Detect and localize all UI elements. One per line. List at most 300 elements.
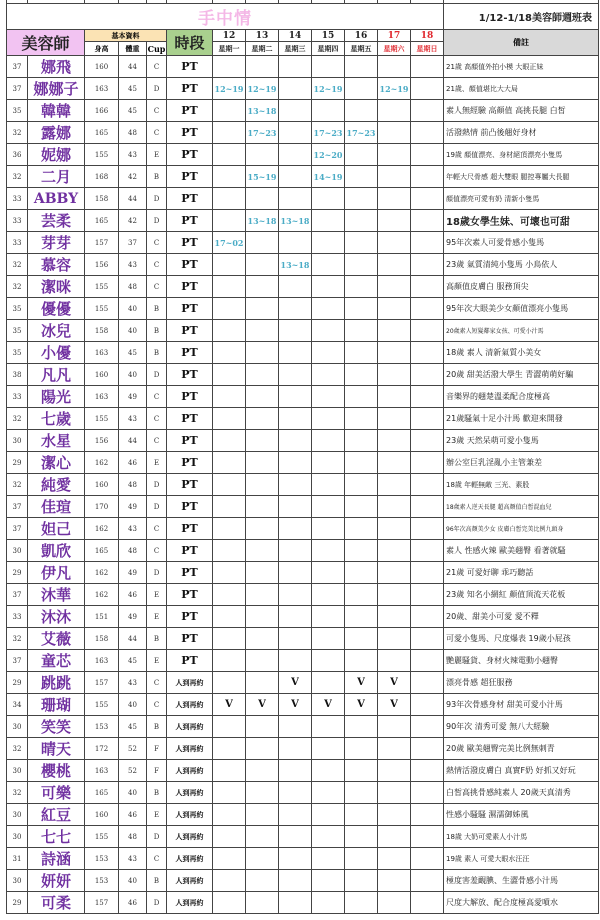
stylist-name: 艾薇 xyxy=(28,628,85,650)
height-cell: 165 xyxy=(85,540,119,562)
weight-cell: 40 xyxy=(119,320,147,342)
day-shift-cell xyxy=(312,562,345,584)
day-shift-cell xyxy=(345,320,378,342)
age-cell: 35 xyxy=(7,100,28,122)
header-date-15: 15 xyxy=(312,30,345,42)
day-shift-cell xyxy=(279,562,312,584)
day-shift-cell xyxy=(411,738,444,760)
day-shift-cell xyxy=(345,804,378,826)
day-shift-cell xyxy=(312,386,345,408)
stylist-name: 優優 xyxy=(28,298,85,320)
day-shift-cell: V xyxy=(279,694,312,716)
day-shift-cell xyxy=(246,892,279,914)
day-shift-cell xyxy=(378,342,411,364)
stylist-name: 凱欣 xyxy=(28,540,85,562)
day-shift-cell xyxy=(378,562,411,584)
day-shift-cell xyxy=(378,496,411,518)
stylist-name: 沐華 xyxy=(28,584,85,606)
height-cell: 158 xyxy=(85,628,119,650)
header-date-13: 13 xyxy=(246,30,279,42)
day-shift-cell xyxy=(378,276,411,298)
slot-cell: 人到再約 xyxy=(167,870,213,892)
day-shift-cell xyxy=(411,826,444,848)
slot-cell: PT xyxy=(167,518,213,540)
header-weekday-thu: 星期四 xyxy=(312,42,345,56)
day-shift-cell xyxy=(345,56,378,78)
note-cell: 90年次 清秀可愛 無八大經驗 xyxy=(444,716,599,738)
day-shift-cell xyxy=(345,496,378,518)
day-shift-cell xyxy=(312,56,345,78)
table-row xyxy=(7,870,599,892)
day-shift-cell xyxy=(312,804,345,826)
cup-cell: C xyxy=(147,694,167,716)
header-date-18: 18 xyxy=(411,30,444,42)
day-shift-cell xyxy=(378,848,411,870)
stylist-name: 凡凡 xyxy=(28,364,85,386)
age-cell: 29 xyxy=(7,892,28,914)
note-cell: 音樂界的翹楚溫柔配合度極高 xyxy=(444,386,599,408)
day-shift-cell xyxy=(213,474,246,496)
day-shift-cell xyxy=(279,78,312,100)
weight-cell: 42 xyxy=(119,166,147,188)
day-shift-cell xyxy=(378,716,411,738)
day-shift-cell xyxy=(345,628,378,650)
height-cell: 165 xyxy=(85,122,119,144)
weight-cell: 40 xyxy=(119,694,147,716)
day-shift-cell xyxy=(378,782,411,804)
stylist-name: 小優 xyxy=(28,342,85,364)
weight-cell: 45 xyxy=(119,716,147,738)
weight-cell: 48 xyxy=(119,540,147,562)
slot-cell: 人到再約 xyxy=(167,826,213,848)
day-shift-cell xyxy=(279,716,312,738)
age-cell: 30 xyxy=(7,716,28,738)
height-cell: 153 xyxy=(85,716,119,738)
day-shift-cell xyxy=(312,320,345,342)
day-shift-cell xyxy=(378,298,411,320)
slot-cell: 人到再約 xyxy=(167,694,213,716)
day-shift-cell xyxy=(279,518,312,540)
height-cell: 157 xyxy=(85,232,119,254)
day-shift-cell xyxy=(279,232,312,254)
table-row xyxy=(7,716,599,738)
height-cell: 155 xyxy=(85,276,119,298)
day-shift-cell xyxy=(378,738,411,760)
slot-cell: PT xyxy=(167,144,213,166)
header-weekday-mon: 星期一 xyxy=(213,42,246,56)
day-shift-cell xyxy=(246,584,279,606)
note-cell: 性感小騷騷 濕濡御姊風 xyxy=(444,804,599,826)
day-shift-cell xyxy=(312,100,345,122)
height-cell: 172 xyxy=(85,738,119,760)
weight-cell: 45 xyxy=(119,342,147,364)
stylist-name: 七七 xyxy=(28,826,85,848)
stylist-name: 童芯 xyxy=(28,650,85,672)
height-cell: 156 xyxy=(85,430,119,452)
day-shift-cell xyxy=(279,276,312,298)
age-cell: 37 xyxy=(7,78,28,100)
day-shift-cell xyxy=(279,342,312,364)
day-shift-cell xyxy=(213,408,246,430)
day-shift-cell xyxy=(279,144,312,166)
weight-cell: 40 xyxy=(119,298,147,320)
day-shift-cell xyxy=(246,782,279,804)
slot-cell: PT xyxy=(167,408,213,430)
day-shift-cell xyxy=(411,276,444,298)
cup-cell: D xyxy=(147,474,167,496)
table-row xyxy=(7,760,599,782)
age-cell: 37 xyxy=(7,56,28,78)
weight-cell: 45 xyxy=(119,78,147,100)
header-date-16: 16 xyxy=(345,30,378,42)
day-shift-cell xyxy=(411,562,444,584)
cup-cell: B xyxy=(147,782,167,804)
day-shift-cell xyxy=(345,848,378,870)
day-shift-cell xyxy=(312,826,345,848)
cup-cell: F xyxy=(147,738,167,760)
slot-cell: PT xyxy=(167,452,213,474)
table-row xyxy=(7,430,599,452)
height-cell: 163 xyxy=(85,760,119,782)
day-shift-cell xyxy=(411,474,444,496)
day-shift-cell xyxy=(246,496,279,518)
age-cell: 37 xyxy=(7,496,28,518)
day-shift-cell xyxy=(213,210,246,232)
age-cell: 32 xyxy=(7,408,28,430)
day-shift-cell xyxy=(312,760,345,782)
cup-cell: C xyxy=(147,276,167,298)
day-shift-cell xyxy=(411,430,444,452)
day-shift-cell xyxy=(213,298,246,320)
note-cell: 19歲 素人 可愛大眼水汪汪 xyxy=(444,848,599,870)
day-shift-cell xyxy=(246,738,279,760)
table-row xyxy=(7,650,599,672)
brand-title: 手中情 xyxy=(7,4,444,30)
slot-cell: 人到再約 xyxy=(167,782,213,804)
age-cell: 37 xyxy=(7,584,28,606)
day-shift-cell xyxy=(378,760,411,782)
day-shift-cell xyxy=(312,518,345,540)
day-shift-cell xyxy=(279,892,312,914)
day-shift-cell xyxy=(411,232,444,254)
weight-cell: 46 xyxy=(119,804,147,826)
age-cell: 31 xyxy=(7,848,28,870)
stylist-name: 七歲 xyxy=(28,408,85,430)
day-shift-cell xyxy=(312,298,345,320)
note-cell: 18歲 年輕無敵 三光、素股 xyxy=(444,474,599,496)
height-cell: 163 xyxy=(85,386,119,408)
day-shift-cell xyxy=(312,276,345,298)
day-shift-cell xyxy=(345,452,378,474)
day-shift-cell xyxy=(378,100,411,122)
header-cup: Cup xyxy=(147,43,166,54)
weight-cell: 43 xyxy=(119,848,147,870)
note-cell: 23歲 氣質清純小隻馬 小鳥依人 xyxy=(444,254,599,276)
header-stylist: 美容師 xyxy=(7,30,85,56)
cup-cell: C xyxy=(147,122,167,144)
stylist-name: 晴天 xyxy=(28,738,85,760)
cup-cell: D xyxy=(147,210,167,232)
table-row xyxy=(7,254,599,276)
note-cell: 漂亮骨感 超狂服務 xyxy=(444,672,599,694)
table-row xyxy=(7,122,599,144)
slot-cell: PT xyxy=(167,430,213,452)
stylist-name: 潔咪 xyxy=(28,276,85,298)
schedule-sheet xyxy=(6,0,597,914)
day-shift-cell: 12~20 xyxy=(312,144,345,166)
day-shift-cell xyxy=(345,518,378,540)
day-shift-cell xyxy=(279,826,312,848)
note-cell: 可愛小隻馬、尺度爆表 19歲小屁孩 xyxy=(444,628,599,650)
header-weekday-fri: 星期五 xyxy=(345,42,378,56)
table-row xyxy=(7,782,599,804)
table-row xyxy=(7,298,599,320)
day-shift-cell: 12~19 xyxy=(378,78,411,100)
stylist-name: 娜娜子 xyxy=(28,78,85,100)
header-weekday-sat: 星期六 xyxy=(378,42,411,56)
cup-cell: C xyxy=(147,254,167,276)
day-shift-cell xyxy=(411,100,444,122)
day-shift-cell xyxy=(378,804,411,826)
header-height: 身高 xyxy=(85,42,119,56)
table-row xyxy=(7,276,599,298)
cup-cell: B xyxy=(147,298,167,320)
height-cell: 155 xyxy=(85,694,119,716)
day-shift-cell: 13~18 xyxy=(279,210,312,232)
day-shift-cell xyxy=(279,540,312,562)
day-shift-cell: V xyxy=(345,672,378,694)
age-cell: 34 xyxy=(7,694,28,716)
day-shift-cell xyxy=(411,584,444,606)
day-shift-cell xyxy=(246,342,279,364)
day-shift-cell xyxy=(345,408,378,430)
day-shift-cell xyxy=(378,254,411,276)
brand-row xyxy=(7,4,599,30)
day-shift-cell xyxy=(345,760,378,782)
day-shift-cell xyxy=(411,496,444,518)
note-cell: 20歲素人短髮鄰家女孩、可愛小汁馬 xyxy=(444,320,599,342)
day-shift-cell xyxy=(312,848,345,870)
table-row xyxy=(7,78,599,100)
age-cell: 32 xyxy=(7,474,28,496)
height-cell: 153 xyxy=(85,848,119,870)
day-shift-cell xyxy=(312,672,345,694)
weight-cell: 43 xyxy=(119,408,147,430)
note-cell: 熱情活潑皮膚白 真實F奶 好抓又好玩 xyxy=(444,760,599,782)
note-cell: 年輕大尺骨感 超大雙眼 腿控專屬大長腿 xyxy=(444,166,599,188)
note-cell: 21歲騷氣十足小汁馬 歡迎來開發 xyxy=(444,408,599,430)
day-shift-cell xyxy=(411,606,444,628)
day-shift-cell xyxy=(213,782,246,804)
header-date-17: 17 xyxy=(378,30,411,42)
note-cell: 活潑熱情 前凸後翹好身材 xyxy=(444,122,599,144)
age-cell: 35 xyxy=(7,298,28,320)
day-shift-cell xyxy=(345,144,378,166)
day-shift-cell xyxy=(345,188,378,210)
day-shift-cell xyxy=(312,650,345,672)
height-cell: 163 xyxy=(85,78,119,100)
day-shift-cell xyxy=(312,452,345,474)
day-shift-cell xyxy=(378,870,411,892)
weight-cell: 40 xyxy=(119,870,147,892)
note-cell: 23歲 知名小網紅 顏值頂流天花板 xyxy=(444,584,599,606)
stylist-name: 可樂 xyxy=(28,782,85,804)
height-cell: 158 xyxy=(85,320,119,342)
note-cell: 尺度大解放、配合度極高愛噴水 xyxy=(444,892,599,914)
day-shift-cell xyxy=(411,210,444,232)
weight-cell: 40 xyxy=(119,782,147,804)
day-shift-cell xyxy=(312,430,345,452)
note-cell: 素人無經驗 高顏值 高挑長腿 白皙 xyxy=(444,100,599,122)
day-shift-cell xyxy=(246,540,279,562)
table-row xyxy=(7,562,599,584)
age-cell: 30 xyxy=(7,760,28,782)
day-shift-cell xyxy=(345,276,378,298)
day-shift-cell xyxy=(378,320,411,342)
slot-cell: PT xyxy=(167,606,213,628)
cup-cell: B xyxy=(147,342,167,364)
day-shift-cell xyxy=(378,56,411,78)
table-row xyxy=(7,606,599,628)
cup-cell: B xyxy=(147,320,167,342)
weight-cell: 44 xyxy=(119,430,147,452)
day-shift-cell xyxy=(312,540,345,562)
day-shift-cell xyxy=(213,738,246,760)
cup-cell: C xyxy=(147,848,167,870)
day-shift-cell xyxy=(378,430,411,452)
age-cell: 30 xyxy=(7,804,28,826)
note-cell: 20歲、甜美小可愛 愛不釋 xyxy=(444,606,599,628)
slot-cell: PT xyxy=(167,474,213,496)
day-shift-cell xyxy=(378,474,411,496)
age-cell: 38 xyxy=(7,364,28,386)
day-shift-cell xyxy=(411,452,444,474)
slot-cell: PT xyxy=(167,276,213,298)
day-shift-cell xyxy=(246,320,279,342)
day-shift-cell xyxy=(312,716,345,738)
cup-cell: D xyxy=(147,496,167,518)
day-shift-cell xyxy=(279,122,312,144)
day-shift-cell xyxy=(279,408,312,430)
day-shift-cell xyxy=(312,254,345,276)
table-row xyxy=(7,386,599,408)
weight-cell: 37 xyxy=(119,232,147,254)
day-shift-cell xyxy=(312,628,345,650)
day-shift-cell xyxy=(246,452,279,474)
stylist-name: 潔心 xyxy=(28,452,85,474)
table-row xyxy=(7,672,599,694)
stylist-name: 韓韓 xyxy=(28,100,85,122)
slot-cell: PT xyxy=(167,386,213,408)
day-shift-cell xyxy=(345,782,378,804)
day-shift-cell xyxy=(246,672,279,694)
day-shift-cell xyxy=(411,144,444,166)
slot-cell: PT xyxy=(167,628,213,650)
day-shift-cell xyxy=(345,100,378,122)
day-shift-cell xyxy=(279,56,312,78)
day-shift-cell xyxy=(279,804,312,826)
cup-cell: D xyxy=(147,562,167,584)
day-shift-cell xyxy=(312,496,345,518)
day-shift-cell xyxy=(213,364,246,386)
day-shift-cell: V xyxy=(279,672,312,694)
day-shift-cell xyxy=(411,518,444,540)
cup-cell: D xyxy=(147,826,167,848)
cup-cell: E xyxy=(147,606,167,628)
height-cell: 162 xyxy=(85,562,119,584)
weight-cell: 43 xyxy=(119,144,147,166)
stylist-name: 慕容 xyxy=(28,254,85,276)
height-cell: 155 xyxy=(85,826,119,848)
weight-cell: 45 xyxy=(119,650,147,672)
age-cell: 33 xyxy=(7,232,28,254)
day-shift-cell xyxy=(279,386,312,408)
day-shift-cell: 17~23 xyxy=(246,122,279,144)
day-shift-cell xyxy=(345,210,378,232)
day-shift-cell xyxy=(213,760,246,782)
note-cell: 素人 性感火辣 歐美翹臀 看著就騷 xyxy=(444,540,599,562)
day-shift-cell xyxy=(279,452,312,474)
day-shift-cell xyxy=(213,716,246,738)
day-shift-cell xyxy=(213,672,246,694)
day-shift-cell xyxy=(312,738,345,760)
day-shift-cell xyxy=(279,188,312,210)
stylist-name: 二月 xyxy=(28,166,85,188)
day-shift-cell xyxy=(411,892,444,914)
day-shift-cell xyxy=(312,474,345,496)
day-shift-cell xyxy=(378,452,411,474)
day-shift-cell xyxy=(213,848,246,870)
table-row xyxy=(7,628,599,650)
weight-cell: 49 xyxy=(119,386,147,408)
height-cell: 162 xyxy=(85,518,119,540)
day-shift-cell xyxy=(411,188,444,210)
day-shift-cell xyxy=(246,408,279,430)
weight-cell: 49 xyxy=(119,606,147,628)
day-shift-cell: V xyxy=(213,694,246,716)
weight-cell: 44 xyxy=(119,628,147,650)
day-shift-cell xyxy=(345,606,378,628)
day-shift-cell xyxy=(213,56,246,78)
day-shift-cell xyxy=(345,738,378,760)
day-shift-cell xyxy=(345,892,378,914)
stylist-name: 沐沐 xyxy=(28,606,85,628)
stylist-name: 水星 xyxy=(28,430,85,452)
age-cell: 32 xyxy=(7,254,28,276)
day-shift-cell xyxy=(411,408,444,430)
weight-cell: 44 xyxy=(119,56,147,78)
day-shift-cell xyxy=(246,760,279,782)
day-shift-cell xyxy=(312,584,345,606)
stylist-name: 純愛 xyxy=(28,474,85,496)
page-title: 1/12-1/18美容師週班表 xyxy=(444,4,599,30)
table-row xyxy=(7,364,599,386)
weight-cell: 42 xyxy=(119,210,147,232)
day-shift-cell xyxy=(345,540,378,562)
stylist-name: 芸柔 xyxy=(28,210,85,232)
weight-cell: 43 xyxy=(119,672,147,694)
slot-cell: PT xyxy=(167,584,213,606)
day-shift-cell xyxy=(213,320,246,342)
note-cell: 高顏值皮膚白 服務頂尖 xyxy=(444,276,599,298)
day-shift-cell xyxy=(246,518,279,540)
day-shift-cell xyxy=(411,672,444,694)
table-row xyxy=(7,56,599,78)
age-cell: 29 xyxy=(7,562,28,584)
day-shift-cell xyxy=(213,628,246,650)
table-row xyxy=(7,452,599,474)
height-cell: 153 xyxy=(85,870,119,892)
